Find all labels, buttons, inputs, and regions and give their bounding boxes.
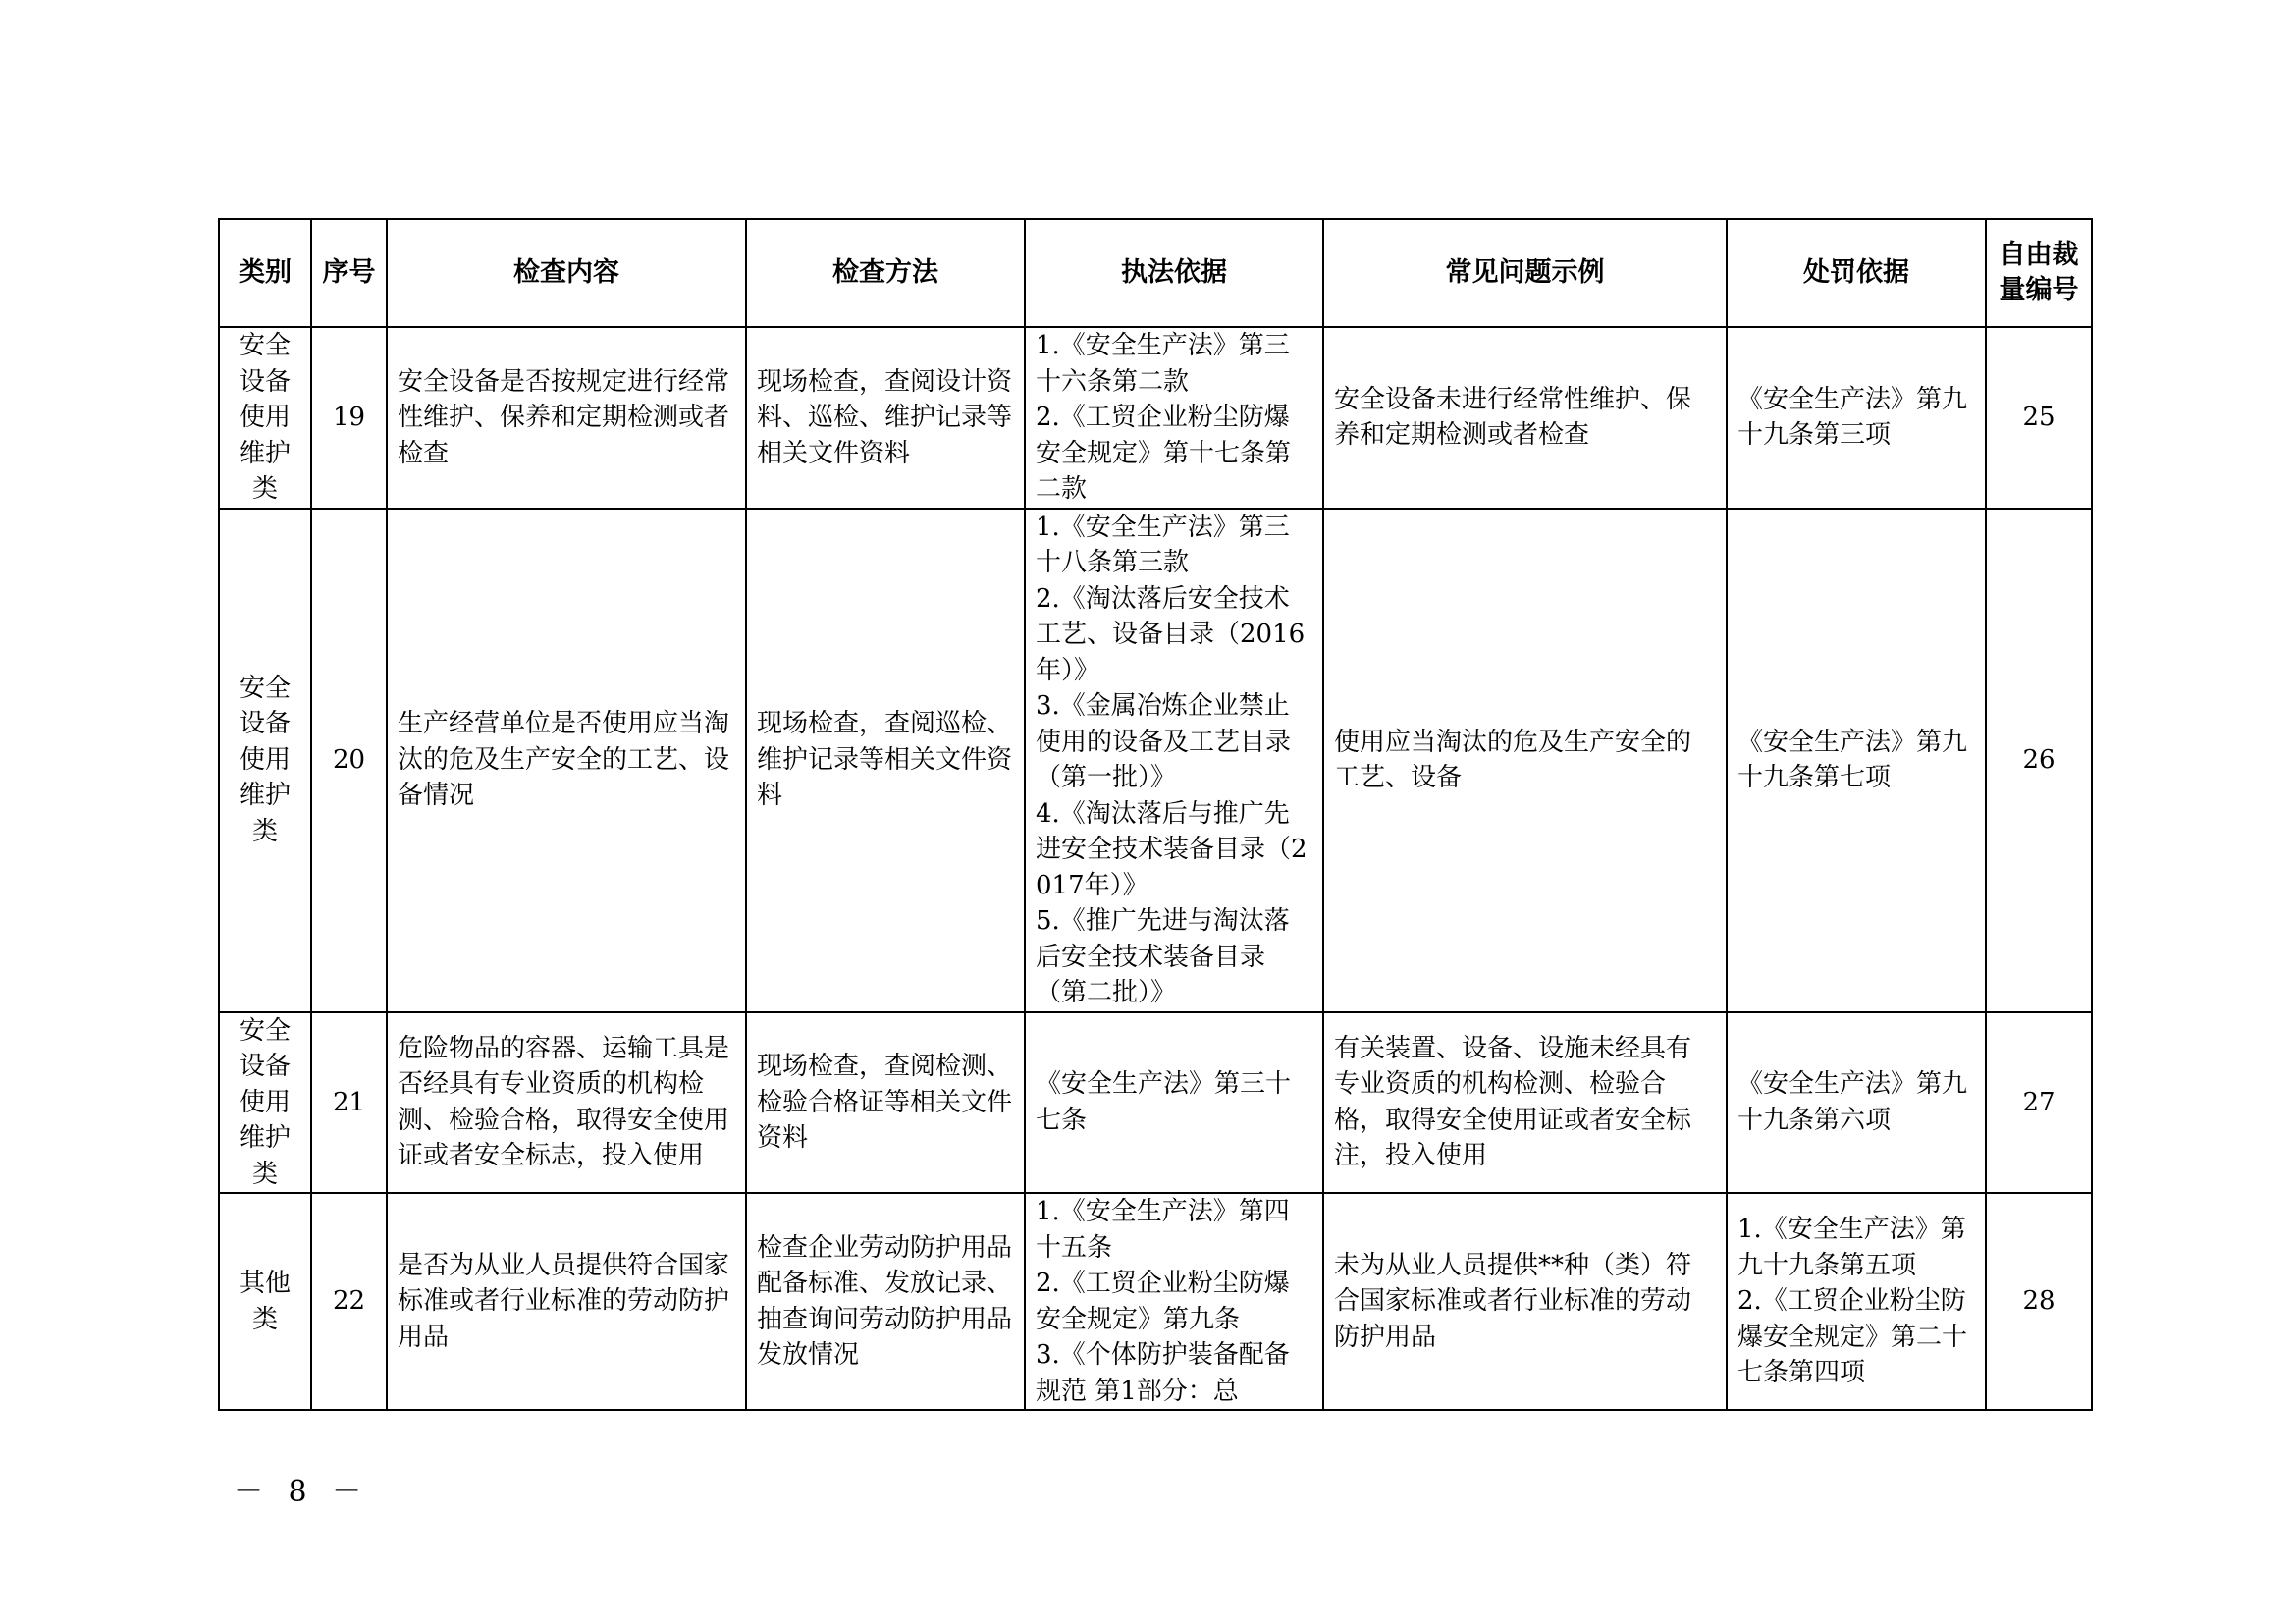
code-cell: 28 [1986, 1193, 2092, 1410]
header-penalty: 处罚依据 [1727, 219, 1986, 327]
code-cell: 27 [1986, 1012, 2092, 1194]
inspection-table [218, 218, 2093, 1411]
basis-item: 《安全生产法》第三十七条 [1036, 1069, 1292, 1135]
category-cell: 其他类 [219, 1193, 311, 1410]
table-row [219, 327, 2092, 509]
category-cell: 安全设备使用维护类 [219, 509, 311, 1012]
penalty-item: 《安全生产法》第九十九条第七项 [1737, 727, 1968, 792]
penalty-cell [1727, 327, 1986, 509]
basis-item: 2.《工贸企业粉尘防爆安全规定》第九条 [1036, 1269, 1290, 1334]
content-cell: 危险物品的容器、运输工具是否经具有专业资质的机构检测、检验合格，取得安全使用证或者安全标志，投入使用 [387, 1012, 746, 1194]
header-example: 常见问题示例 [1323, 219, 1727, 327]
basis-cell [1025, 1193, 1323, 1410]
basis-item: 3.《个体防护装备配备规范 第1部分：总 [1036, 1340, 1290, 1406]
example-cell: 未为从业人员提供**种（类）符合国家标准或者行业标准的劳动防护用品 [1323, 1193, 1727, 1410]
method-cell: 现场检查，查阅巡检、维护记录等相关文件资料 [746, 509, 1025, 1012]
header-row [219, 219, 2092, 327]
table-row [219, 1012, 2092, 1194]
number-cell: 20 [311, 509, 387, 1012]
basis-item: 1.《安全生产法》第四十五条 [1036, 1197, 1290, 1263]
table-row [219, 509, 2092, 1012]
table-row [219, 1193, 2092, 1410]
basis-item: 1.《安全生产法》第三十六条第二款 [1036, 331, 1290, 397]
header-method: 检查方法 [746, 219, 1025, 327]
penalty-item: 1.《安全生产法》第九十九条第五项 [1737, 1215, 1966, 1280]
header-code: 自由裁量编号 [1986, 219, 2092, 327]
basis-item: 5.《推广先进与淘汰落后安全技术装备目录（第二批）》 [1036, 906, 1290, 1007]
penalty-cell [1727, 1012, 1986, 1194]
code-cell: 25 [1986, 327, 2092, 509]
basis-item: 1.《安全生产法》第三十八条第三款 [1036, 512, 1290, 577]
header-category: 类别 [219, 219, 311, 327]
header-basis: 执法依据 [1025, 219, 1323, 327]
category-cell: 安全设备使用维护类 [219, 327, 311, 509]
content-cell: 生产经营单位是否使用应当淘汰的危及生产安全的工艺、设备情况 [387, 509, 746, 1012]
penalty-item: 2.《工贸企业粉尘防爆安全规定》第二十七条第四项 [1737, 1286, 1968, 1388]
number-cell: 19 [311, 327, 387, 509]
basis-item: 2.《淘汰落后安全技术工艺、设备目录（2016年）》 [1036, 583, 1306, 685]
header-content: 检查内容 [387, 219, 746, 327]
code-cell: 26 [1986, 509, 2092, 1012]
basis-cell [1025, 327, 1323, 509]
content-cell: 是否为从业人员提供符合国家标准或者行业标准的劳动防护用品 [387, 1193, 746, 1410]
number-cell: 21 [311, 1012, 387, 1194]
example-cell: 有关装置、设备、设施未经具有专业资质的机构检测、检验合格，取得安全使用证或者安全标注，投入使用 [1323, 1012, 1727, 1194]
number-cell: 22 [311, 1193, 387, 1410]
example-cell: 使用应当淘汰的危及生产安全的工艺、设备 [1323, 509, 1727, 1012]
penalty-item: 《安全生产法》第九十九条第六项 [1737, 1069, 1968, 1135]
basis-cell [1025, 509, 1323, 1012]
basis-item: 2.《工贸企业粉尘防爆安全规定》第十七条第二款 [1036, 403, 1292, 504]
header-no: 序号 [311, 219, 387, 327]
penalty-cell [1727, 1193, 1986, 1410]
method-cell: 现场检查，查阅设计资料、巡检、维护记录等相关文件资料 [746, 327, 1025, 509]
method-cell: 检查企业劳动防护用品配备标准、发放记录、抽查询问劳动防护用品发放情况 [746, 1193, 1025, 1410]
penalty-cell [1727, 509, 1986, 1012]
basis-item: 3.《金属冶炼企业禁止使用的设备及工艺目录（第一批）》 [1036, 691, 1292, 792]
basis-cell [1025, 1012, 1323, 1194]
content-cell: 安全设备是否按规定进行经常性维护、保养和定期检测或者检查 [387, 327, 746, 509]
basis-item: 4.《淘汰落后与推广先进安全技术装备目录（2017年）》 [1036, 798, 1308, 900]
category-cell: 安全设备使用维护类 [219, 1012, 311, 1194]
method-cell: 现场检查，查阅检测、检验合格证等相关文件资料 [746, 1012, 1025, 1194]
penalty-item: 《安全生产法》第九十九条第三项 [1737, 384, 1968, 451]
page-number: － 8 － [234, 1475, 370, 1509]
example-cell: 安全设备未进行经常性维护、保养和定期检测或者检查 [1323, 327, 1727, 509]
